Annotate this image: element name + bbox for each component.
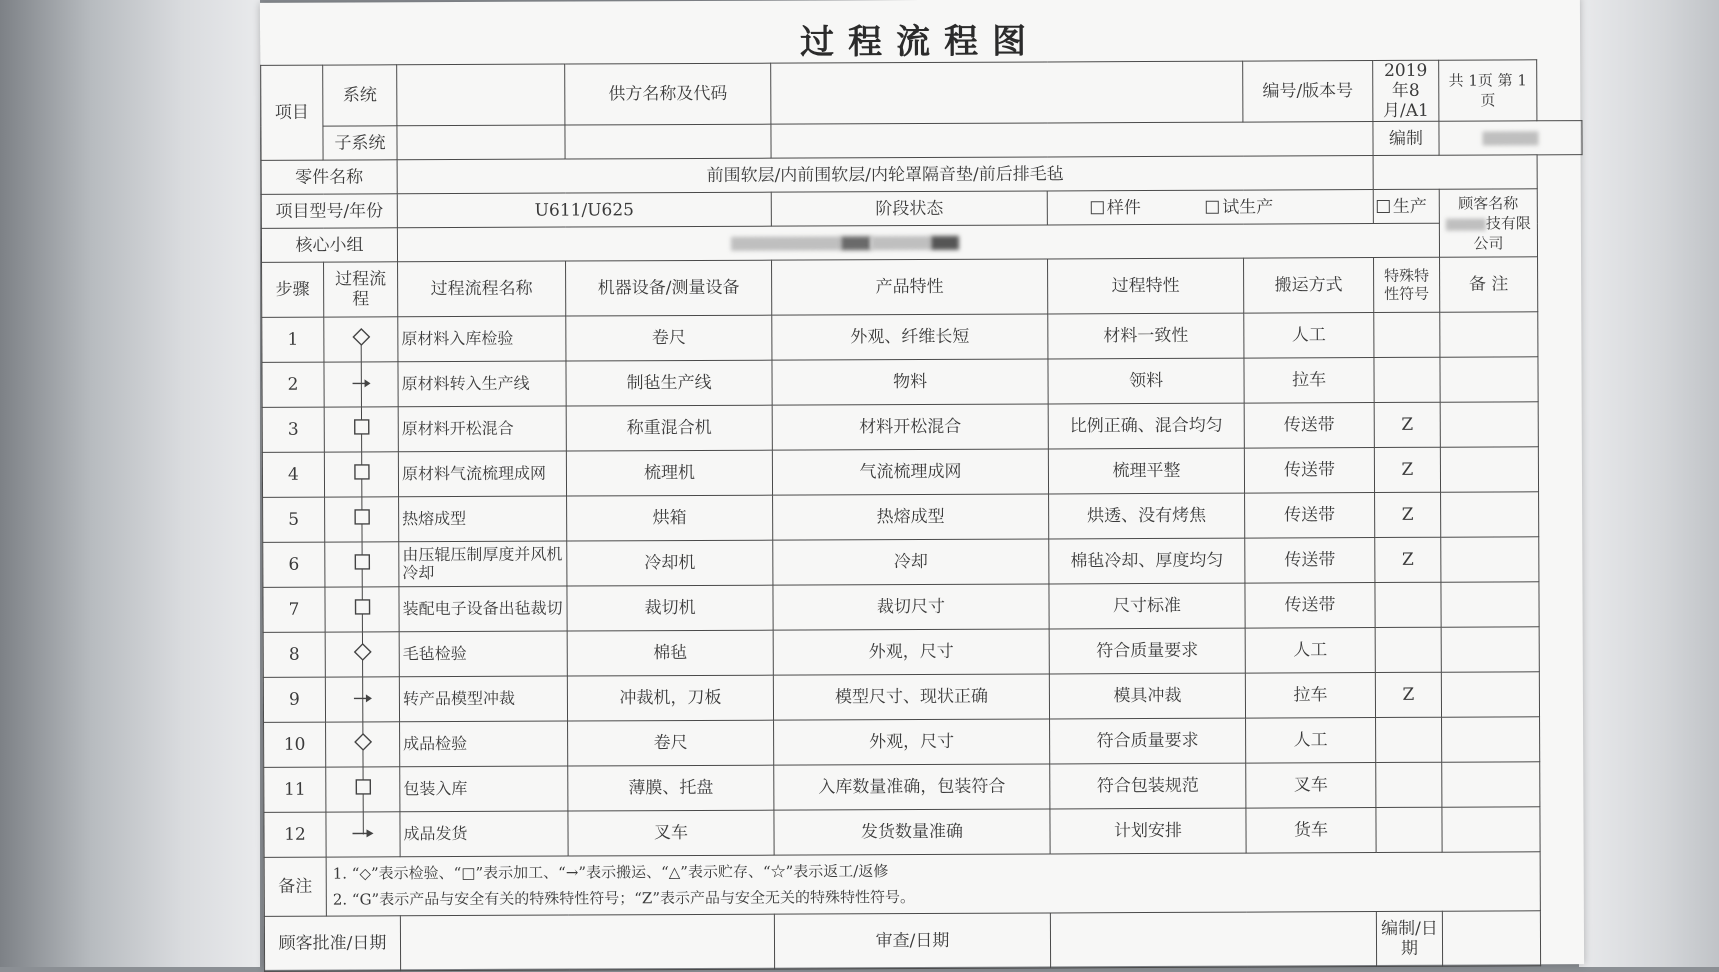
- product-characteristic: 模型尺寸、现状正确: [773, 674, 1049, 720]
- step-row: [263, 492, 1584, 543]
- step-number: 9: [263, 677, 325, 722]
- step-row: [264, 807, 1585, 858]
- subsystem-label: 子系统: [323, 126, 397, 160]
- customer-value: 技有限: [1486, 214, 1531, 232]
- step-row: [262, 312, 1583, 363]
- system-label: 系统: [323, 65, 397, 126]
- equipment: 烘箱: [567, 495, 773, 541]
- product-characteristic: 气流梳理成网: [772, 449, 1048, 495]
- system-value: [397, 64, 565, 126]
- col-header-special: 特殊特性符号: [1374, 257, 1440, 312]
- step-row: [262, 357, 1583, 408]
- equipment: 称重混合机: [566, 405, 772, 451]
- flow-cell: [324, 362, 398, 407]
- step-number: 4: [262, 452, 324, 497]
- step-row: [264, 717, 1585, 768]
- step-number: 7: [263, 587, 325, 632]
- product-characteristic: 发货数量准确: [774, 809, 1050, 855]
- process-characteristic: 符合包装规范: [1050, 763, 1246, 809]
- stage-option-production[interactable]: 生产: [1377, 196, 1427, 216]
- equipment: 制毡生产线: [566, 360, 772, 406]
- product-characteristic: 冷却: [773, 539, 1049, 585]
- process-characteristic: 计划安排: [1050, 808, 1246, 854]
- stage-option-trial[interactable]: 试生产: [1206, 197, 1273, 217]
- step-number: 11: [264, 767, 326, 812]
- process-characteristic: 材料一致性: [1048, 313, 1244, 359]
- special-symbol: Z: [1375, 537, 1441, 582]
- col-header-process: 过程特性: [1048, 258, 1244, 314]
- stage-label: 阶段状态: [771, 191, 1047, 226]
- page-info: 共 1页 第 1 页: [1439, 60, 1537, 121]
- product-characteristic: 材料开松混合: [772, 404, 1048, 450]
- process-square-icon: [353, 464, 369, 485]
- process-characteristic: 棉毡冷却、厚度均匀: [1049, 538, 1245, 584]
- equipment: 卷尺: [566, 315, 772, 361]
- transport-arrow-icon: [351, 824, 375, 844]
- customer-cell: [1439, 189, 1537, 257]
- customer-approval-label: 顾客批准/日期: [264, 916, 400, 972]
- special-symbol: Z: [1375, 672, 1441, 717]
- equipment: 棉毡: [567, 630, 773, 676]
- step-row: [263, 537, 1584, 588]
- step-row: [263, 627, 1584, 678]
- doc-no-value: 2019年8月/A1: [1373, 60, 1439, 121]
- transport-method: 传送带: [1244, 403, 1374, 449]
- special-symbol: [1374, 357, 1440, 402]
- process-characteristic: 比例正确、混合均匀: [1048, 403, 1244, 449]
- equipment: 卷尺: [568, 720, 774, 766]
- special-symbol: [1375, 582, 1441, 627]
- remark: [1442, 717, 1540, 762]
- step-name: 转产品模型冲裁: [399, 676, 567, 722]
- flow-cell: [325, 632, 399, 677]
- stage-option-production-cell: [1373, 189, 1439, 223]
- remark: [1441, 537, 1539, 582]
- subsystem-value: [397, 125, 565, 160]
- customer-value-line2: 公司: [1473, 234, 1503, 252]
- transport-method: 传送带: [1244, 448, 1374, 494]
- remark: [1440, 402, 1538, 447]
- flow-cell: [325, 542, 399, 587]
- header-row-1: [261, 60, 1582, 127]
- step-row: [262, 447, 1583, 498]
- col-header-name: 过程流程名称: [398, 261, 566, 317]
- step-number: 2: [262, 362, 324, 407]
- process-characteristic: 符合质量要求: [1049, 628, 1245, 674]
- process-square-icon: [354, 509, 370, 530]
- product-characteristic: 热熔成型: [773, 494, 1049, 540]
- flow-cell: [326, 722, 400, 767]
- flow-cell: [326, 812, 400, 857]
- transport-method: 拉车: [1245, 673, 1375, 719]
- model-year-value: U611/U625: [397, 192, 771, 228]
- note-line-1: 1. “◇”表示检验、“□”表示加工、“→”表示搬运、“△”表示贮存、“☆”表示返工/返修: [333, 855, 1537, 886]
- col-header-flow: 过程流程: [324, 262, 398, 317]
- process-square-icon: [354, 599, 370, 620]
- remark: [1440, 357, 1538, 402]
- product-characteristic: 外观，尺寸: [774, 719, 1050, 765]
- step-number: 1: [262, 317, 324, 362]
- product-characteristic: 外观、纤维长短: [772, 314, 1048, 360]
- remark: [1440, 447, 1538, 492]
- step-number: 12: [264, 812, 326, 857]
- transport-method: 传送带: [1245, 538, 1375, 584]
- step-number: 3: [262, 407, 324, 452]
- step-row: [262, 402, 1583, 453]
- equipment: 薄膜、托盘: [568, 765, 774, 811]
- remark: [1441, 672, 1539, 717]
- remark: [1441, 492, 1539, 537]
- document-title: 过程流程图: [260, 11, 1580, 77]
- review-label: 审查/日期: [774, 913, 1050, 969]
- transport-arrow-icon: [351, 689, 373, 709]
- step-name: 成品检验: [400, 721, 568, 767]
- equipment: 梳理机: [566, 450, 772, 496]
- inspection-diamond-icon: [352, 328, 370, 351]
- flow-cell: [324, 452, 398, 497]
- core-team-value: [397, 223, 1439, 262]
- step-name: 成品发货: [400, 811, 568, 857]
- checkbox-icon: [1091, 201, 1104, 214]
- prepared-label: 编制: [1373, 121, 1439, 155]
- product-characteristic: 物料: [772, 359, 1048, 405]
- checkbox-icon: [1377, 199, 1390, 212]
- remark: [1442, 762, 1540, 807]
- customer-label: 顾客名称: [1458, 194, 1518, 212]
- steps-body: [262, 312, 1585, 858]
- col-header-equipment: 机器设备/测量设备: [566, 260, 772, 316]
- equipment: 冲裁机，刀板: [567, 675, 773, 721]
- transport-method: 人工: [1245, 628, 1375, 674]
- step-number: 10: [264, 722, 326, 767]
- review-value: [1050, 912, 1376, 968]
- notes-text: [326, 852, 1540, 916]
- special-symbol: [1376, 807, 1442, 852]
- step-name: 毛毡检验: [399, 631, 567, 677]
- notes-label: 备注: [264, 857, 326, 916]
- step-row: [263, 672, 1584, 723]
- model-year-label: 项目型号/年份: [261, 194, 397, 229]
- product-characteristic: 入库数量准确，包装符合: [774, 764, 1050, 810]
- background-right: [1579, 0, 1719, 967]
- process-characteristic: 梳理平整: [1048, 448, 1244, 494]
- flow-cell: [324, 407, 398, 452]
- transport-method: 叉车: [1246, 763, 1376, 809]
- supplier-value: [771, 61, 1243, 124]
- note-line-2: 2. “G”表示产品与安全有关的特殊特性符号；“Z”表示产品与安全无关的特殊特性符号。: [333, 881, 1537, 912]
- col-header-transport: 搬运方式: [1244, 258, 1374, 314]
- core-team-label: 核心小组: [261, 228, 397, 263]
- equipment: 冷却机: [567, 540, 773, 586]
- stage-option-sample[interactable]: 样件: [1091, 198, 1141, 218]
- process-square-icon: [355, 779, 371, 800]
- step-name: 原材料开松混合: [398, 406, 566, 452]
- part-name-row: [261, 155, 1582, 195]
- step-name: 热熔成型: [399, 496, 567, 542]
- customer-approval-value: [400, 914, 774, 971]
- remark: [1440, 312, 1538, 357]
- process-flow-table: [260, 59, 1586, 972]
- col-header-step: 步骤: [262, 262, 324, 317]
- process-square-icon: [353, 419, 369, 440]
- special-symbol: Z: [1374, 447, 1440, 492]
- transport-method: 货车: [1246, 808, 1376, 854]
- process-characteristic: 领料: [1048, 358, 1244, 404]
- step-name: 原材料入库检验: [398, 316, 566, 362]
- process-square-icon: [354, 554, 370, 575]
- header-row-2: [261, 121, 1582, 161]
- column-header-row: [262, 257, 1583, 318]
- special-symbol: [1376, 762, 1442, 807]
- step-number: 6: [263, 542, 325, 587]
- equipment: 裁切机: [567, 585, 773, 631]
- transport-method: 传送带: [1245, 493, 1375, 539]
- step-name: 原材料气流梳理成网: [398, 451, 566, 497]
- equipment: 叉车: [568, 810, 774, 856]
- product-characteristic: 外观，尺寸: [773, 629, 1049, 675]
- process-characteristic: 烘透、没有烤焦: [1049, 493, 1245, 539]
- special-symbol: [1376, 717, 1442, 762]
- inspection-diamond-icon: [354, 733, 372, 756]
- subsystem-blank: [565, 124, 771, 159]
- flow-cell: [326, 767, 400, 812]
- part-name-value: 前围软层/内前围软层/内轮罩隔音垫/前后排毛毡: [397, 156, 1373, 194]
- flow-cell: [325, 497, 399, 542]
- process-characteristic: 尺寸标准: [1049, 583, 1245, 629]
- special-symbol: [1375, 627, 1441, 672]
- signature-row: [264, 911, 1585, 972]
- step-name: 原材料转入生产线: [398, 361, 566, 407]
- core-team-row: [261, 223, 1582, 263]
- doc-no-label: 编号/版本号: [1243, 61, 1373, 123]
- process-characteristic: 符合质量要求: [1050, 718, 1246, 764]
- prepared-date-value: [1442, 911, 1540, 966]
- project-label: 项目: [261, 65, 323, 160]
- part-name-blank: [1373, 155, 1537, 190]
- step-name: 包装入库: [400, 766, 568, 812]
- col-header-remark: 备 注: [1440, 257, 1538, 312]
- col-header-product: 产品特性: [772, 259, 1048, 315]
- step-name: 装配电子设备出毡裁切: [399, 586, 567, 632]
- step-row: [263, 582, 1584, 633]
- transport-method: 人工: [1244, 313, 1374, 359]
- remark: [1441, 627, 1539, 672]
- remark: [1441, 582, 1539, 627]
- process-characteristic: 模具冲裁: [1049, 673, 1245, 719]
- prepared-value: [1439, 121, 1582, 156]
- step-number: 5: [263, 497, 325, 542]
- flow-cell: [324, 317, 398, 362]
- background-left: [0, 0, 260, 967]
- inspection-diamond-icon: [353, 643, 371, 666]
- step-number: 8: [263, 632, 325, 677]
- step-name: 由压辊压制厚度并风机冷却: [399, 541, 567, 587]
- prepared-date-label: 编制/日期: [1376, 911, 1442, 966]
- transport-arrow-icon: [350, 374, 372, 394]
- step-row: [264, 762, 1585, 813]
- flow-cell: [325, 677, 399, 722]
- checkbox-icon: [1206, 200, 1219, 213]
- notes-row: [264, 852, 1585, 917]
- transport-method: 拉车: [1244, 358, 1374, 404]
- model-row: [261, 189, 1582, 229]
- flow-cell: [325, 587, 399, 632]
- stage-options: [1047, 190, 1373, 225]
- remark: [1442, 807, 1540, 852]
- subsystem-extra: [771, 122, 1373, 159]
- special-symbol: Z: [1375, 492, 1441, 537]
- supplier-label: 供方名称及代码: [565, 63, 771, 125]
- transport-method: 传送带: [1245, 583, 1375, 629]
- transport-method: 人工: [1246, 718, 1376, 764]
- product-characteristic: 裁切尺寸: [773, 584, 1049, 630]
- special-symbol: Z: [1374, 402, 1440, 447]
- special-symbol: [1374, 312, 1440, 357]
- part-name-label: 零件名称: [261, 160, 397, 195]
- document-sheet: [260, 0, 1584, 970]
